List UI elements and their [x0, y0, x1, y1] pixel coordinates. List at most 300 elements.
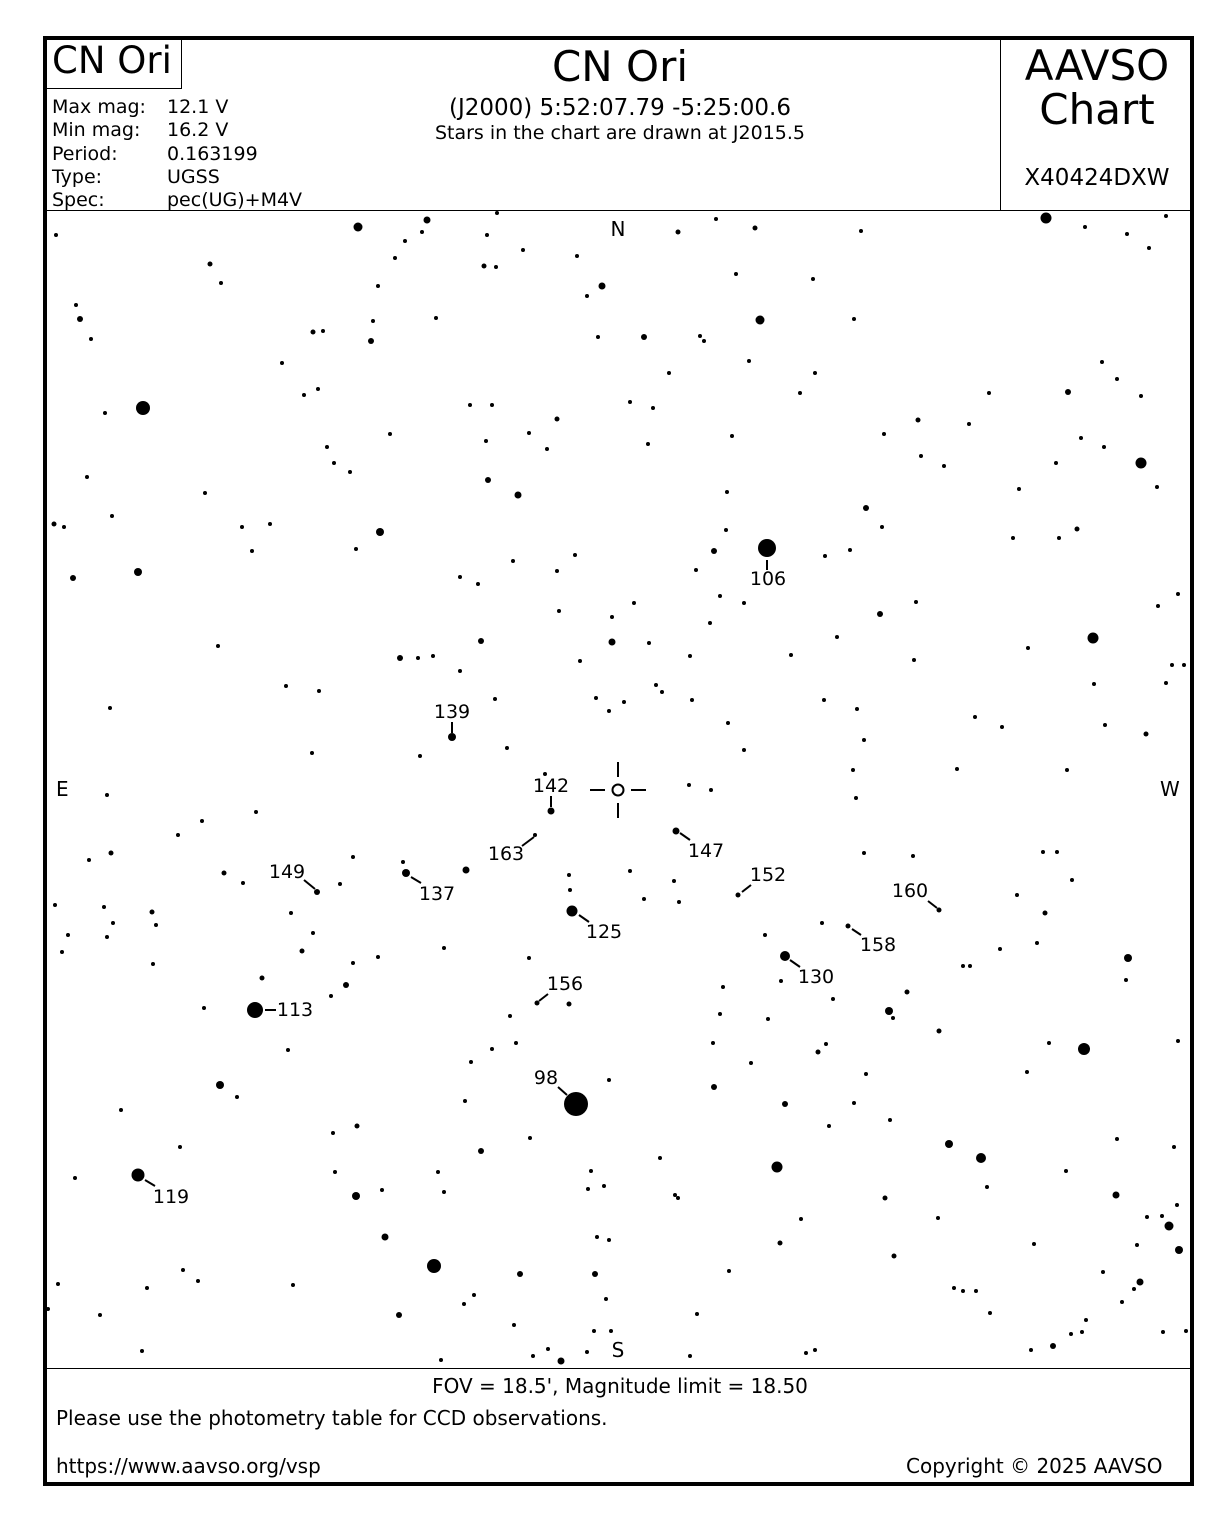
star — [998, 947, 1002, 951]
star — [511, 559, 515, 563]
star — [892, 1254, 897, 1259]
star — [434, 316, 438, 320]
star — [824, 1042, 828, 1046]
star — [1120, 1300, 1124, 1304]
star — [813, 1348, 817, 1352]
star — [310, 751, 314, 755]
star — [632, 601, 636, 605]
star — [463, 867, 470, 874]
comparison-label-160: 160 — [891, 880, 929, 902]
star — [1136, 458, 1147, 469]
star — [660, 690, 664, 694]
chart-id: X40424DXW — [1024, 165, 1170, 191]
star — [702, 339, 706, 343]
star — [772, 1162, 783, 1173]
star — [709, 788, 713, 792]
star — [235, 1095, 239, 1099]
star — [967, 422, 971, 426]
star — [105, 935, 109, 939]
star — [1055, 850, 1059, 854]
star — [942, 464, 946, 468]
fov-info: FOV = 18.5', Magnitude limit = 18.50 — [432, 1374, 808, 1398]
star — [578, 659, 582, 663]
star — [672, 879, 676, 883]
star — [521, 248, 525, 252]
star — [804, 1351, 808, 1355]
star — [1113, 1192, 1120, 1199]
star — [494, 265, 498, 269]
star — [835, 635, 839, 639]
max-mag-label: Max mag: — [52, 96, 146, 118]
star — [286, 1048, 290, 1052]
star — [314, 889, 320, 895]
variable-name-box-label: CN Ori — [52, 39, 172, 82]
star — [1144, 732, 1149, 737]
star — [548, 808, 555, 815]
star — [1065, 389, 1071, 395]
star — [651, 406, 655, 410]
star — [431, 654, 435, 658]
star — [485, 233, 489, 237]
star — [708, 621, 712, 625]
star — [216, 1081, 224, 1089]
star — [880, 525, 884, 529]
star — [376, 528, 384, 536]
star — [811, 277, 815, 281]
target-marker — [590, 762, 646, 818]
star — [1184, 1329, 1188, 1333]
star — [823, 554, 827, 558]
star — [756, 316, 765, 325]
star — [1164, 681, 1168, 685]
star — [490, 403, 494, 407]
star — [247, 1002, 263, 1018]
star — [1145, 1215, 1149, 1219]
star — [1164, 214, 1168, 218]
star — [753, 226, 758, 231]
star — [316, 387, 320, 391]
star — [599, 283, 606, 290]
min-mag-value: 16.2 V — [167, 119, 229, 141]
comparison-leader-line — [928, 901, 937, 908]
star — [354, 223, 363, 232]
star — [268, 522, 272, 526]
star — [1083, 225, 1087, 229]
star — [1103, 723, 1107, 727]
star — [527, 956, 531, 960]
star — [1025, 1070, 1029, 1074]
star — [690, 698, 694, 702]
star — [567, 906, 578, 917]
star — [564, 1092, 588, 1116]
star — [726, 721, 730, 725]
star — [585, 294, 589, 298]
star — [493, 697, 497, 701]
brand-chart: Chart — [1039, 85, 1155, 134]
star — [695, 1312, 699, 1316]
star — [1043, 911, 1048, 916]
star — [208, 262, 213, 267]
star — [463, 1099, 467, 1103]
star — [284, 684, 288, 688]
star — [254, 810, 258, 814]
star — [317, 689, 321, 693]
star — [883, 1196, 888, 1201]
star — [676, 1196, 680, 1200]
star — [382, 1234, 389, 1241]
star — [592, 1329, 596, 1333]
star — [851, 768, 855, 772]
star — [822, 698, 826, 702]
star — [46, 1307, 50, 1311]
star — [1041, 213, 1052, 224]
star — [333, 1170, 337, 1174]
period-value: 0.163199 — [167, 143, 258, 165]
star — [658, 1156, 662, 1160]
star — [515, 492, 522, 499]
brand-aavso: AAVSO — [1024, 41, 1170, 90]
star — [151, 962, 155, 966]
star — [140, 1349, 144, 1353]
star — [622, 700, 626, 704]
vsp-link[interactable]: https://www.aavso.org/vsp — [56, 1454, 321, 1478]
star — [714, 217, 718, 221]
star — [799, 1217, 803, 1221]
star — [641, 334, 647, 340]
star — [1172, 1145, 1176, 1149]
star — [403, 239, 407, 243]
star — [56, 1282, 60, 1286]
compass-west: W — [1160, 777, 1180, 801]
star — [1078, 1043, 1090, 1055]
star — [250, 549, 254, 553]
star — [311, 330, 316, 335]
star — [325, 445, 329, 449]
star — [222, 871, 227, 876]
star — [985, 1185, 989, 1189]
star — [136, 401, 150, 415]
star — [368, 338, 374, 344]
star — [1115, 1137, 1119, 1141]
star — [181, 1268, 185, 1272]
star — [478, 638, 484, 644]
star — [676, 230, 681, 235]
star — [609, 1329, 613, 1333]
star — [514, 1041, 518, 1045]
star — [891, 1016, 895, 1020]
star — [485, 477, 491, 483]
star — [747, 359, 751, 363]
star — [458, 575, 462, 579]
star — [280, 361, 284, 365]
comparison-label-149: 149 — [268, 861, 306, 883]
comparison-leader-line — [742, 885, 751, 892]
star — [397, 655, 403, 661]
star — [1115, 377, 1119, 381]
star — [820, 921, 824, 925]
star — [1160, 1214, 1164, 1218]
comparison-label-156: 156 — [546, 973, 584, 995]
star — [70, 575, 76, 581]
star — [216, 644, 220, 648]
comparison-label-152: 152 — [749, 864, 787, 886]
star — [98, 1313, 102, 1317]
star — [436, 1170, 440, 1174]
star — [718, 1012, 722, 1016]
star — [711, 1041, 715, 1045]
stars-layer — [46, 211, 1188, 1365]
star — [585, 1350, 589, 1354]
star — [1080, 1330, 1084, 1334]
comparison-label-106: 106 — [749, 568, 787, 590]
star — [592, 1271, 598, 1277]
star — [517, 1271, 523, 1277]
star — [527, 431, 531, 435]
star — [778, 1241, 783, 1246]
star — [1132, 1287, 1136, 1291]
star — [351, 961, 355, 965]
star — [1147, 246, 1151, 250]
comparison-label-113: 113 — [276, 999, 314, 1021]
star — [864, 1072, 868, 1076]
star — [885, 1007, 893, 1015]
star — [442, 946, 446, 950]
star — [1050, 1343, 1056, 1349]
star — [974, 1289, 978, 1293]
star — [352, 1192, 360, 1200]
star — [321, 329, 325, 333]
star — [646, 442, 650, 446]
star — [1101, 1270, 1105, 1274]
star — [469, 1060, 473, 1064]
star — [154, 923, 158, 927]
star — [862, 738, 866, 742]
star — [749, 1061, 753, 1065]
star — [376, 284, 380, 288]
star — [827, 1124, 831, 1128]
star — [1156, 604, 1160, 608]
star — [816, 1050, 821, 1055]
star — [427, 1259, 441, 1273]
star — [219, 281, 223, 285]
star — [725, 490, 729, 494]
star — [424, 217, 431, 224]
star — [1176, 592, 1180, 596]
star — [393, 256, 397, 260]
star — [694, 568, 698, 572]
star — [1079, 436, 1083, 440]
star — [1047, 1041, 1051, 1045]
star — [1015, 893, 1019, 897]
star — [688, 1354, 692, 1358]
star — [557, 609, 561, 613]
star — [780, 951, 790, 961]
star — [945, 1140, 953, 1148]
star — [533, 833, 537, 837]
star — [734, 272, 738, 276]
star — [388, 432, 392, 436]
star — [289, 911, 293, 915]
star — [62, 525, 66, 529]
period-label: Period: — [52, 143, 118, 165]
star — [961, 964, 965, 968]
star — [610, 615, 614, 619]
star — [852, 317, 856, 321]
compass-east: E — [56, 777, 69, 801]
star — [1041, 850, 1045, 854]
star — [240, 525, 244, 529]
star — [145, 1286, 149, 1290]
type-value: UGSS — [167, 166, 220, 188]
spec-label: Spec: — [52, 189, 105, 211]
star — [736, 893, 741, 898]
star — [852, 1101, 856, 1105]
star — [495, 211, 499, 215]
star — [478, 1148, 484, 1154]
star — [418, 754, 422, 758]
chart-title: CN Ori — [551, 42, 689, 91]
comparison-leader-line — [539, 994, 548, 1001]
star — [476, 582, 480, 586]
star — [1064, 1169, 1068, 1173]
copyright: Copyright © 2025 AAVSO — [906, 1454, 1163, 1478]
star — [604, 1297, 608, 1301]
star — [535, 1001, 540, 1006]
epoch-note: Stars in the chart are drawn at J2015.5 — [434, 122, 806, 144]
star — [178, 1145, 182, 1149]
star — [1124, 978, 1128, 982]
star — [89, 337, 93, 341]
star — [420, 230, 424, 234]
star — [332, 461, 336, 465]
star — [937, 908, 942, 913]
star — [667, 371, 671, 375]
star — [936, 1216, 940, 1220]
star — [654, 683, 658, 687]
comparison-label-163: 163 — [487, 843, 525, 865]
star — [711, 548, 717, 554]
star — [1135, 1243, 1139, 1247]
star — [302, 393, 306, 397]
star — [888, 1118, 892, 1122]
star — [291, 1283, 295, 1287]
star — [609, 639, 616, 646]
star — [376, 955, 380, 959]
star — [439, 1358, 443, 1362]
type-label: Type: — [52, 166, 103, 188]
star — [742, 601, 746, 605]
star — [1032, 1242, 1036, 1246]
comparison-labels-layer — [145, 560, 937, 1208]
star — [482, 264, 487, 269]
star — [354, 547, 358, 551]
star — [1029, 1348, 1033, 1352]
star — [558, 1358, 565, 1365]
star — [102, 905, 106, 909]
star — [1070, 878, 1074, 882]
star — [401, 860, 405, 864]
star — [402, 869, 410, 877]
star — [468, 403, 472, 407]
star — [602, 1184, 606, 1188]
star — [512, 1323, 516, 1327]
star — [105, 793, 109, 797]
star — [1175, 1203, 1179, 1207]
star — [568, 888, 572, 892]
star — [73, 1176, 77, 1180]
star — [687, 783, 691, 787]
comparison-label-130: 130 — [797, 966, 835, 988]
star — [338, 882, 342, 886]
star — [987, 391, 991, 395]
star — [416, 656, 420, 660]
star — [1000, 725, 1004, 729]
star — [698, 334, 702, 338]
star — [1102, 445, 1106, 449]
comparison-label-139: 139 — [433, 701, 471, 723]
star — [85, 475, 89, 479]
star — [1065, 768, 1069, 772]
star — [961, 1289, 965, 1293]
star — [782, 1101, 788, 1107]
star — [1137, 1279, 1144, 1286]
star — [730, 434, 734, 438]
star — [607, 1238, 611, 1242]
star — [329, 994, 333, 998]
comparison-label-158: 158 — [859, 934, 897, 956]
star — [573, 553, 577, 557]
star — [1125, 232, 1129, 236]
star — [813, 371, 817, 375]
star — [914, 600, 918, 604]
star — [442, 1190, 446, 1194]
star — [846, 924, 851, 929]
star — [458, 669, 462, 673]
star — [380, 1188, 384, 1192]
star — [567, 1002, 572, 1007]
comparison-label-98: 98 — [533, 1067, 559, 1089]
star — [200, 819, 204, 823]
star — [241, 881, 245, 885]
min-mag-label: Min mag: — [52, 119, 141, 141]
star — [462, 1302, 466, 1306]
star — [594, 696, 598, 700]
star — [1088, 633, 1099, 644]
compass-north: N — [610, 217, 626, 241]
star — [642, 897, 646, 901]
ccd-note: Please use the photometry table for CCD observations. — [56, 1406, 608, 1430]
star — [546, 1347, 550, 1351]
star — [545, 447, 549, 451]
star — [119, 1108, 123, 1112]
star — [1155, 485, 1159, 489]
star — [66, 933, 70, 937]
star — [988, 1311, 992, 1315]
star — [300, 949, 305, 954]
star — [53, 903, 57, 907]
star — [331, 1131, 335, 1135]
star — [1057, 536, 1061, 540]
star — [937, 1029, 942, 1034]
coordinates: (J2000) 5:52:07.79 -5:25:00.6 — [448, 95, 792, 121]
comparison-label-142: 142 — [532, 775, 570, 797]
star — [854, 796, 858, 800]
comparison-label-137: 137 — [418, 883, 456, 905]
star — [628, 869, 632, 873]
star — [555, 569, 559, 573]
star — [528, 1136, 532, 1140]
comparison-leader-line — [680, 833, 690, 840]
